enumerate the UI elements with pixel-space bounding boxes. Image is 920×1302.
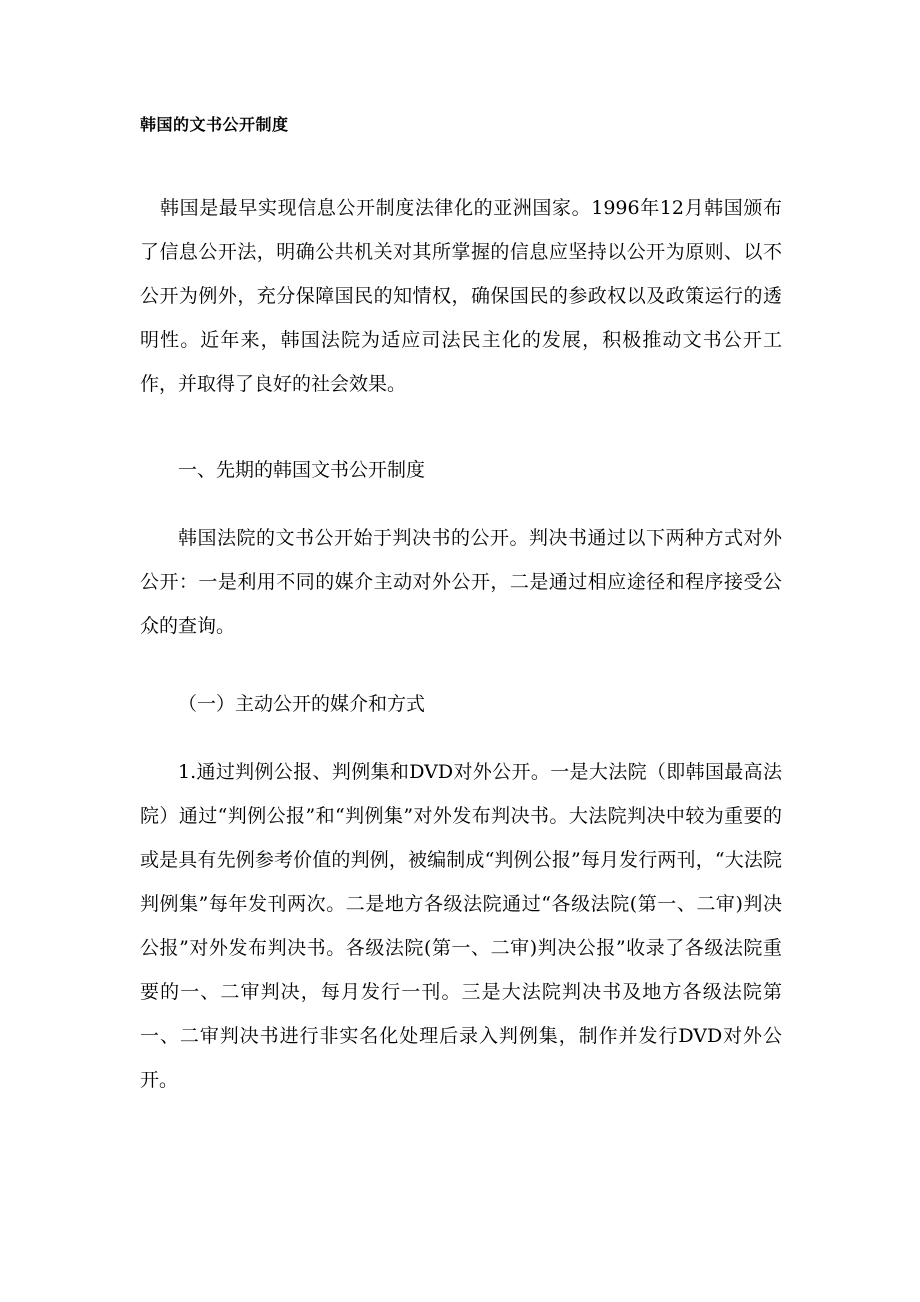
intro-paragraph: 韩国是最早实现信息公开制度法律化的亚洲国家。1996年12月韩国颁布了信息公开法，明确公共机关对其所掌握的信息应坚持以公开为原则、以不公开为例外，充分保障国民的知情权，确保国民的参政权以及政策运行的透明性。近年来，韩国法院为适应司法民主化的发展，积极推动文书公开工作，并取得了良好的社会效果。 [140, 197, 782, 395]
section-1-paragraph: 韩国法院的文书公开始于判决书的公开。判决书通过以下两种方式对外公开：一是利用不同的媒介主动对外公开，二是通过相应途径和程序接受公众的查询。 [140, 527, 782, 637]
subsection-1-paragraph: 1.通过判例公报、判例集和DVD对外公开。一是大法院（即韩国最高法院）通过“判例公报”和“判例集”对外发布判决书。大法院判决中较为重要的或是具有先例参考价值的判例，被编制成“判例公报”每月发行两刊，“大法院判例集”每年发刊两次。二是地方各级法院通过“各级法院(第一、二审)判决公报”对外发布判决书。各级法院(第一、二审)判决公报”收录了各级法院重要的一、二审判决，每月发行一刊。三是大法院判决书及地方各级法院第一、二审判决书进行非实名化处理后录入判例集，制作并发行DVD对外公开。 [140, 761, 782, 1091]
subsection-heading-1: （一）主动公开的媒介和方式 [178, 693, 426, 715]
document-title: 韩国的文书公开制度 [140, 115, 289, 134]
section-heading-1: 一、先期的韩国文书公开制度 [178, 459, 426, 481]
